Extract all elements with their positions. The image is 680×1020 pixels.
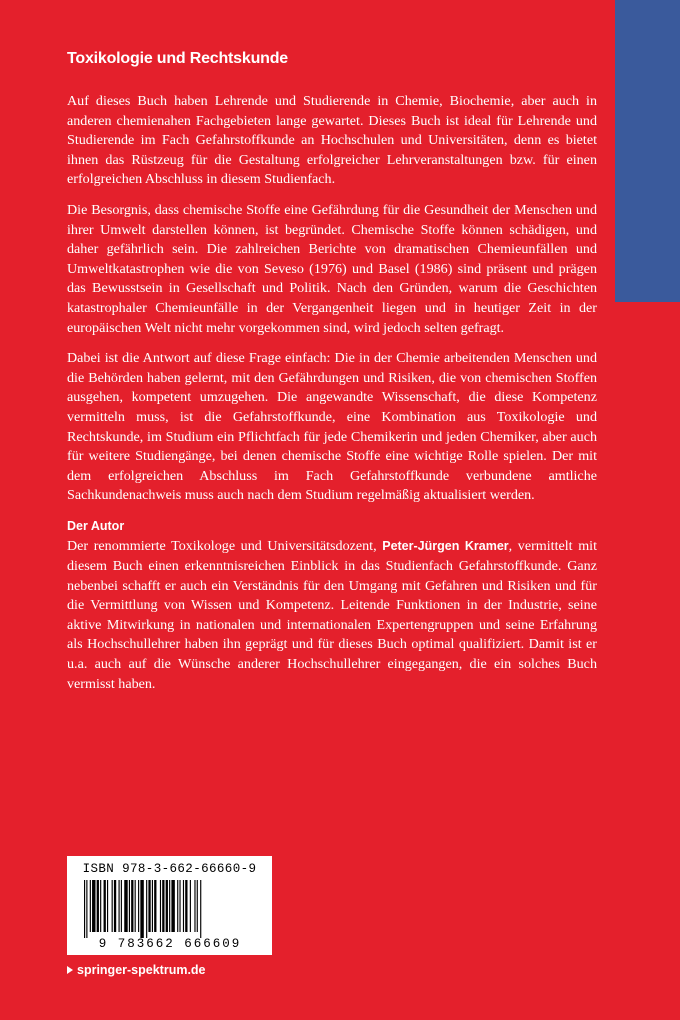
author-text-after: , vermittelt mit diesem Buch einen erkenntnisreichen Einblick in das Studienfach Gefahrstoffkunde. Ganz nebenbei schafft er auch ein Verständnis für den Umgang mit Gefahren und Risiken und für die Vermittlung von Wissen und Kompetenz. Leitende Funktionen in der Industrie, seine aktive Mitwirkung in nationalen und internationalen Expertengruppen und seine Erfahrung als Hochschullehrer haben ihn geprägt und für dieses Buch optimal qualifiziert. Damit ist er u.a. auch auf die Wünsche anderer Hochschullehrer eingegangen, die ein solches Buch vermisst haben. — [67, 538, 597, 692]
isbn-barcode — [67, 856, 272, 955]
paragraph-1: Auf dieses Buch haben Lehrende und Studierende in Chemie, Biochemie, aber auch in anderen chemienahen Fachgebieten lange gewartet. Dieses Buch ist ideal für Lehrende und Studierende im Fach Gefahrstoffkunde an Hochschulen und Universitäten, denn es bietet ihnen das Rüstzeug für die Gestaltung erfolgreicher Lehrveranstaltungen bzw. für einen erfolgreichen Abschluss in diesem Studienfach. — [67, 93, 597, 188]
isbn-label: ISBN 978-3-662-66660-9 — [82, 862, 257, 876]
barcode-icon — [80, 880, 260, 938]
arrow-right-icon — [67, 966, 73, 974]
author-heading: Der Autor — [67, 518, 125, 533]
barcode-digits: 9 783662 666609 — [98, 937, 242, 951]
page-title: Toxikologie und Rechtskunde — [67, 50, 288, 67]
side-color-band — [615, 0, 680, 302]
back-cover-text — [67, 92, 597, 705]
publisher-url: springer-spektrum.de — [77, 963, 206, 977]
author-paragraph — [67, 537, 597, 694]
paragraph-3: Dabei ist die Antwort auf diese Frage einfach: Die in der Chemie arbeitenden Menschen und die Behörden haben gelernt, mit den Gefährdungen und Risiken, die von chemischen Stoffen ausgehen, kompetent umzugehen. Die angewandte Wissenschaft, die diese Kompetenz vermitteln muss, ist die Gefahrstoffkunde, eine Kombination aus Toxikologie und Rechtskunde, im Studium ein Pflichtfach für jede Chemikerin und jeden Chemiker, aber auch für weitere Studiengänge, bei denen chemische Stoffe eine wichtige Rolle spielen. Der mit dem erfolgreichen Abschluss im Fach Gefahrstoffkunde verbundene amtliche Sachkundenachweis muss auch nach dem Studium regelmäßig aktualisiert werden. — [67, 350, 597, 504]
paragraph-2: Die Besorgnis, dass chemische Stoffe eine Gefährdung für die Gesundheit der Menschen und ihrer Umwelt darstellen können, ist begründet. Chemische Stoffe können schädigen, und daher gefährlich sein. Die zahlreichen Berichte von dramatischen Chemieunfällen und Umweltkatastrophen wie die von Seveso (1976) und Basel (1986) sind präsent und prägen das Bewusstsein in Gesellschaft und Politik. Nach den Gründen, warum die Geschichten katastrophaler Chemieunfälle in der Vergangenheit liegen und in heutiger Zeit in der europäischen Welt nicht mehr vorgekommen sind, wird jedoch selten gefragt. — [67, 201, 597, 336]
author-text-before: Der renommierte Toxikologe und Universitätsdozent, — [67, 538, 383, 555]
author-name: Peter-Jürgen Kramer — [382, 539, 509, 554]
publisher-link[interactable] — [67, 963, 206, 977]
